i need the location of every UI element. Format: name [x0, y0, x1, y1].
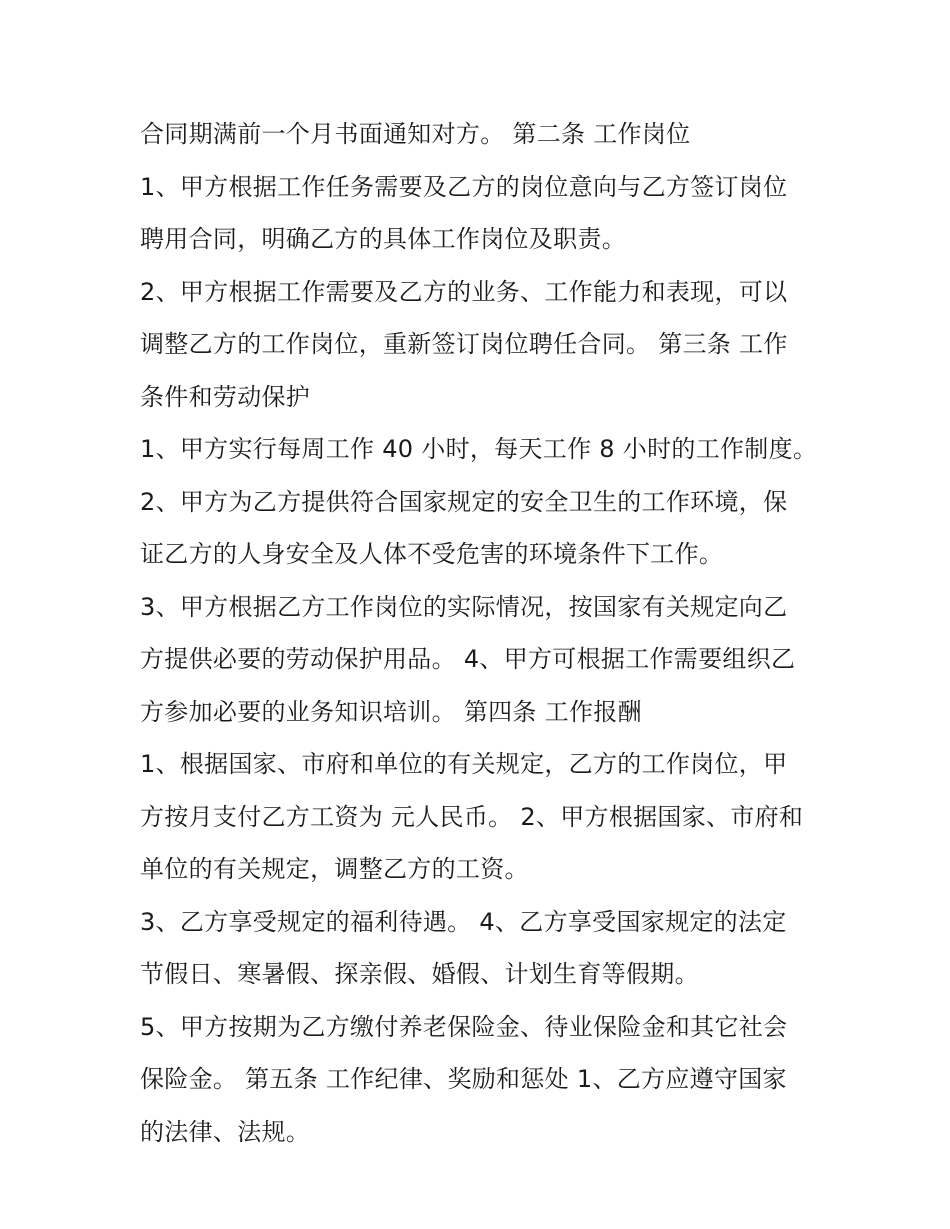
text-line: 1、甲方实行每周工作 40 小时，每天工作 8 小时的工作制度。 — [140, 435, 818, 463]
text-line: 条件和劳动保护 — [140, 382, 311, 411]
text-line: 1、根据国家、市府和单位的有关规定，乙方的工作岗位，甲 — [140, 750, 788, 778]
text-line: 节假日、寒暑假、探亲假、婚假、计划生育等假期。 — [140, 960, 699, 988]
text-line: 2、甲方为乙方提供符合国家规定的安全卫生的工作环境，保 — [140, 487, 788, 516]
text-line: 合同期满前一个月书面通知对方。 第二条 工作岗位 — [140, 120, 691, 148]
text-line: 聘用合同，明确乙方的具体工作岗位及职责。 — [140, 225, 626, 253]
text-line: 的法律、法规。 — [140, 1117, 311, 1146]
document-body — [140, 108, 820, 1158]
text-line: 2、甲方根据工作需要及乙方的业务、工作能力和表现，可以 — [140, 277, 788, 306]
text-line: 保险金。 第五条 工作纪律、奖励和惩处 1、乙方应遵守国家 — [140, 1065, 787, 1093]
text-line: 调整乙方的工作岗位，重新签订岗位聘任合同。 第三条 工作 — [140, 330, 788, 358]
text-line: 1、甲方根据工作任务需要及乙方的岗位意向与乙方签订岗位 — [140, 172, 788, 201]
text-line: 3、乙方享受规定的福利待遇。 4、乙方享受国家规定的法定 — [140, 907, 787, 936]
text-line: 证乙方的人身安全及人体不受危害的环境条件下工作。 — [140, 540, 724, 568]
text-line: 单位的有关规定，调整乙方的工资。 — [140, 855, 529, 883]
text-line: 3、甲方根据乙方工作岗位的实际情况，按国家有关规定向乙 — [140, 592, 788, 621]
text-line: 方按月支付乙方工资为 元人民币。 2、甲方根据国家、市府和 — [140, 802, 804, 831]
text-line: 5、甲方按期为乙方缴付养老保险金、待业保险金和其它社会 — [140, 1012, 788, 1041]
text-line: 方提供必要的劳动保护用品。 4、甲方可根据工作需要组织乙 — [140, 645, 796, 673]
text-line: 方参加必要的业务知识培训。 第四条 工作报酬 — [140, 697, 642, 726]
